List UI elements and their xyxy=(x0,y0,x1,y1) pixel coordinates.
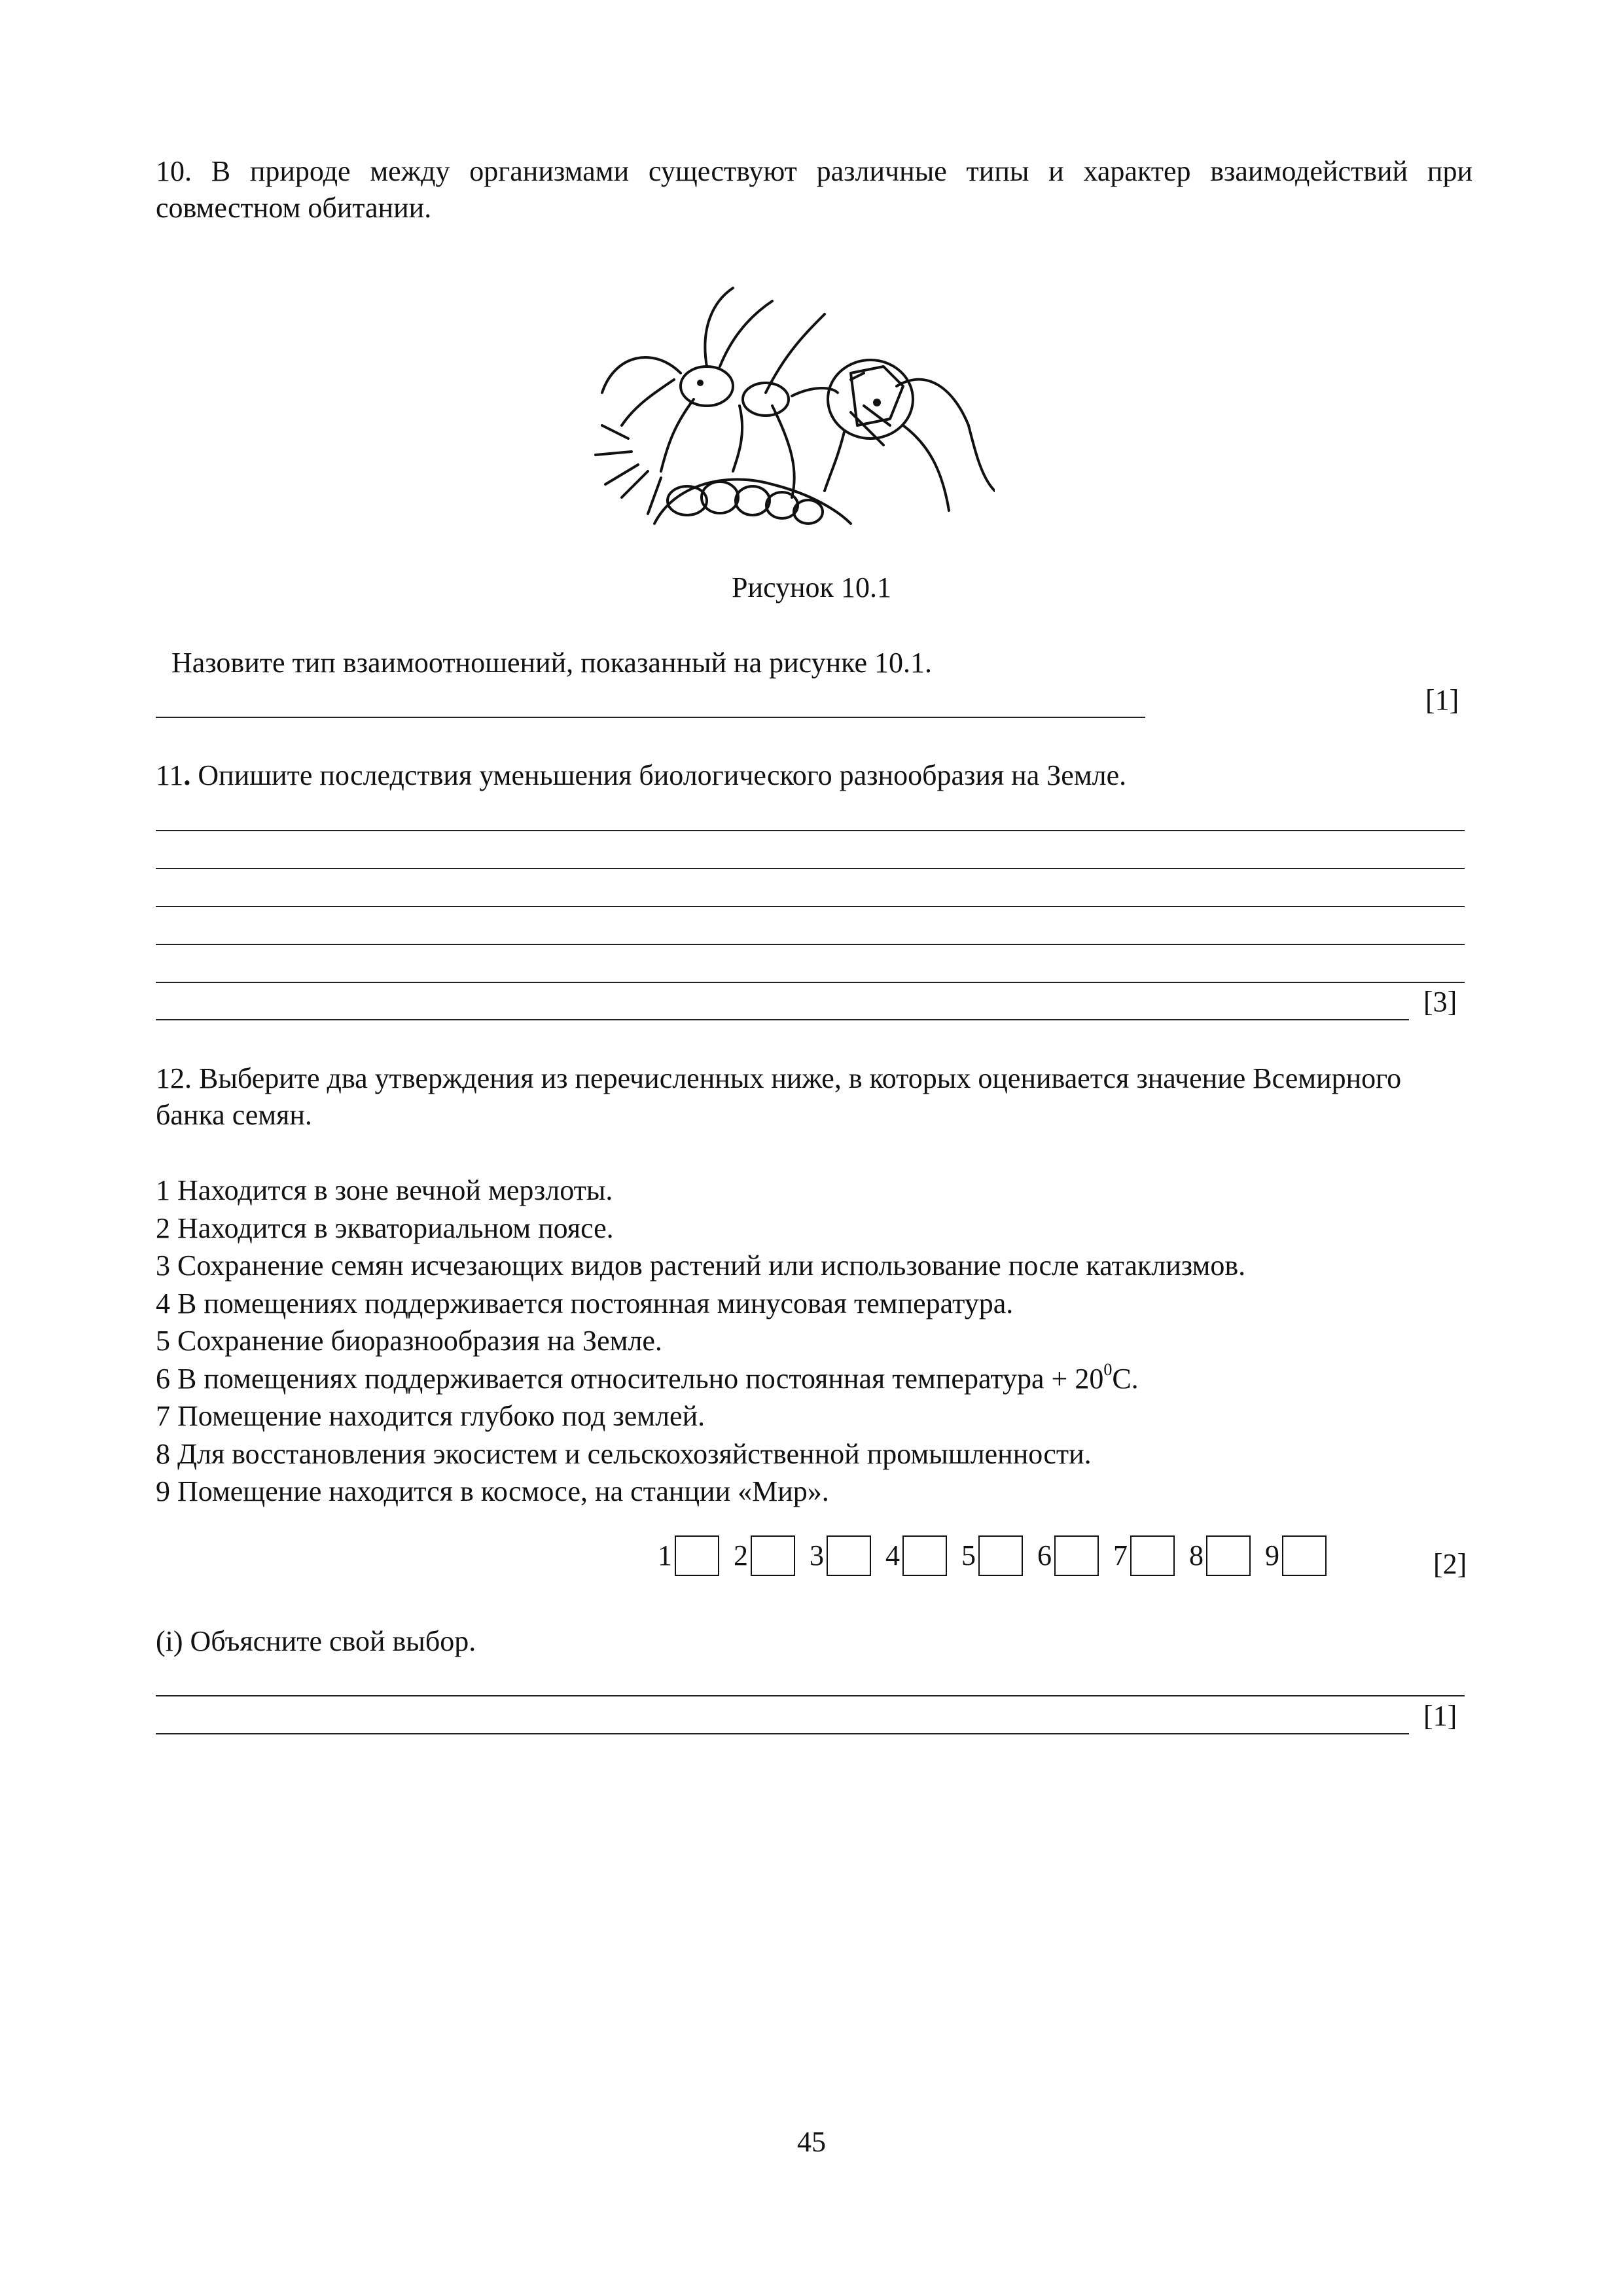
answer-boxes xyxy=(658,1535,1341,1576)
ant-figure xyxy=(576,275,995,556)
box-label: 7 xyxy=(1113,1539,1128,1571)
q12-mark: [2] xyxy=(1433,1548,1467,1580)
q11-body: Опишите последствия уменьшения биологического разнообразия на Земле. xyxy=(190,759,1127,791)
q10-answer-line[interactable] xyxy=(156,717,1145,718)
q11-dot: . xyxy=(183,759,191,791)
q12-answer-line[interactable] xyxy=(156,1695,1465,1696)
answer-box[interactable] xyxy=(751,1535,795,1576)
statement: 4 В помещениях поддерживается постоянная минусовая температура. xyxy=(156,1287,1014,1319)
answer-box[interactable] xyxy=(1206,1535,1251,1576)
statement: 5 Сохранение биоразнообразия на Земле. xyxy=(156,1325,662,1357)
answer-box[interactable] xyxy=(1054,1535,1099,1576)
statement: 9 Помещение находится в космосе, на станции «Мир». xyxy=(156,1475,829,1507)
box-label: 6 xyxy=(1037,1539,1052,1571)
q11-number: 11 xyxy=(156,759,184,791)
box-label: 4 xyxy=(885,1539,900,1571)
box-label: 8 xyxy=(1189,1539,1204,1571)
q10-mark: [1] xyxy=(1425,684,1459,716)
q11-answer-line[interactable] xyxy=(156,1019,1409,1020)
q11-text xyxy=(156,757,1126,794)
answer-box[interactable] xyxy=(1282,1535,1327,1576)
figure-caption: Рисунок 10.1 xyxy=(732,571,891,603)
q12-statements xyxy=(156,1172,1245,1511)
q12-sub-prompt: (i) Объясните свой выбор. xyxy=(156,1625,476,1657)
q11-answer-line[interactable] xyxy=(156,868,1465,869)
page-number: 45 xyxy=(797,2126,826,2158)
box-label: 2 xyxy=(734,1539,748,1571)
box-label: 5 xyxy=(961,1539,976,1571)
q11-answer-line[interactable] xyxy=(156,982,1465,983)
statement: 7 Помещение находится глубоко под землей. xyxy=(156,1400,705,1432)
q10-prompt: Назовите тип взаимоотношений, показанный на рисунке 10.1. xyxy=(171,647,932,679)
answer-box[interactable] xyxy=(978,1535,1023,1576)
statement: 6 В помещениях поддерживается относительно постоянная температура + $20^0С$. xyxy=(156,1359,1139,1395)
box-label: 3 xyxy=(810,1539,824,1571)
answer-box[interactable] xyxy=(827,1535,871,1576)
answer-box[interactable] xyxy=(675,1535,719,1576)
statement: 8 Для восстановления экосистем и сельскохозяйственной промышленности. xyxy=(156,1437,1092,1470)
answer-box[interactable] xyxy=(1130,1535,1175,1576)
statement: 1 Находится в зоне вечной мерзлоты. xyxy=(156,1174,613,1206)
q11-answer-line[interactable] xyxy=(156,944,1465,945)
q12-text: 12. Выберите два утверждения из перечисленных ниже, в которых оценивается значение Всемирного банка семян. xyxy=(156,1062,1402,1132)
box-label: 1 xyxy=(658,1539,672,1571)
q10-text: 10. В природе между организмами существуют различные типы и характер взаимодействий при совместном обитании. xyxy=(156,155,1472,224)
q11-answer-line[interactable] xyxy=(156,830,1465,831)
answer-box[interactable] xyxy=(902,1535,947,1576)
q12-sub-mark: [1] xyxy=(1423,1700,1457,1732)
statement: 3 Сохранение семян исчезающих видов растений или использование после катаклизмов. xyxy=(156,1249,1246,1282)
box-label: 9 xyxy=(1265,1539,1279,1571)
q12-answer-line[interactable] xyxy=(156,1733,1409,1734)
q11-mark: [3] xyxy=(1423,986,1457,1018)
q11-answer-line[interactable] xyxy=(156,906,1465,907)
statement: 2 Находится в экваториальном поясе. xyxy=(156,1211,614,1244)
